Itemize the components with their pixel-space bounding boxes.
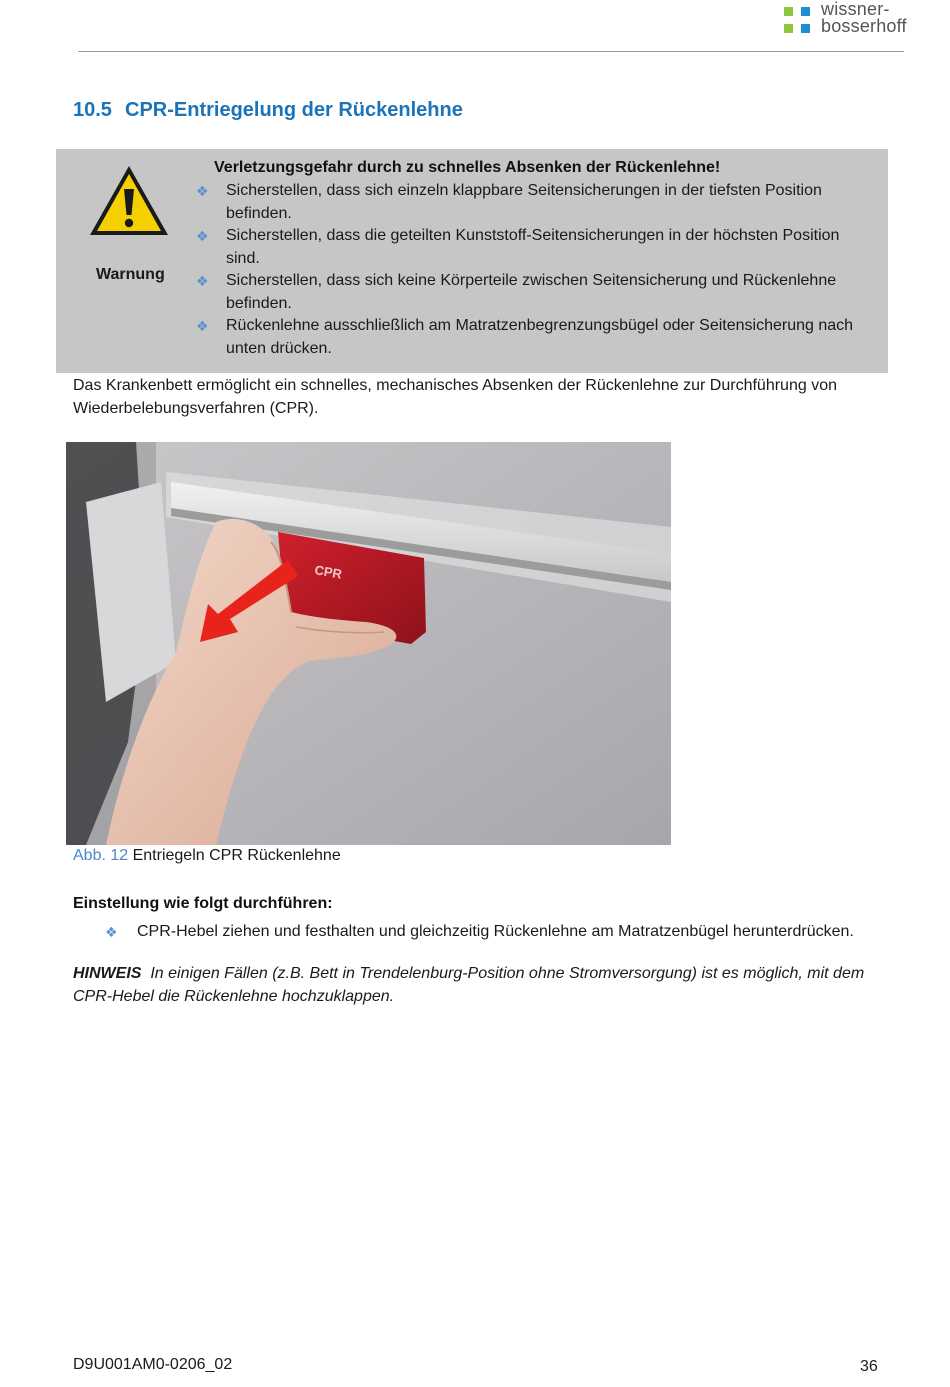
figure-caption xyxy=(73,847,341,865)
header-divider xyxy=(78,51,904,52)
warning-item-text: Sicherstellen, dass sich einzeln klappbare Seitensicherungen in der tiefsten Position befinden. xyxy=(226,182,822,222)
procedure-step xyxy=(105,922,854,942)
section-title: CPR-Entriegelung der Rückenlehne xyxy=(125,99,463,121)
warning-item xyxy=(196,180,866,225)
procedure-heading: Einstellung wie folgt durchführen: xyxy=(73,895,333,912)
figure-caption-text: Entriegeln CPR Rückenlehne xyxy=(132,847,341,864)
figure-caption-label: Abb. 12 xyxy=(73,847,129,864)
warning-box xyxy=(56,149,888,373)
logo-square-blue xyxy=(801,7,810,16)
warning-item xyxy=(196,225,866,270)
warning-list xyxy=(196,180,866,360)
cpr-handle-text: CPR xyxy=(313,562,344,582)
section-heading xyxy=(73,99,463,122)
logo-square-green xyxy=(784,24,793,33)
intro-paragraph: Das Krankenbett ermöglicht ein schnelles, mechanisches Absenken der Rückenlehne zur Durchführung von Wiederbelebungsverfahren (CPR). xyxy=(73,377,837,417)
warning-label: Warnung xyxy=(96,266,165,283)
warning-title: Verletzungsgefahr durch zu schnelles Absenken der Rückenlehne! xyxy=(214,159,721,176)
logo-square-blue xyxy=(801,24,810,33)
footer-document-id: D9U001AM0-0206_02 xyxy=(73,1356,233,1373)
bullet-diamond-icon: ❖ xyxy=(196,273,209,289)
warning-item-text: Sicherstellen, dass die geteilten Kunststoff-Seitensicherungen in der höchsten Position sind. xyxy=(226,227,840,267)
logo-square-green xyxy=(784,7,793,16)
logo-text-line2: bosserhoff xyxy=(821,16,907,36)
company-logo xyxy=(784,2,914,36)
bullet-diamond-icon: ❖ xyxy=(105,924,118,940)
footer-page-number: 36 xyxy=(860,1358,878,1375)
hint-note xyxy=(73,962,873,1008)
bullet-diamond-icon: ❖ xyxy=(196,183,209,199)
hint-text: In einigen Fällen (z.B. Bett in Trendelenburg-Position ohne Stromversorgung) ist es möglich, mit dem CPR-Hebel die Rückenlehne hochzuklappen. xyxy=(73,965,865,1005)
figure-photo xyxy=(66,442,671,845)
warning-item-text: Sicherstellen, dass sich keine Körperteile zwischen Seitensicherung und Rückenlehne befinden. xyxy=(226,272,837,312)
warning-item xyxy=(196,315,866,360)
bullet-diamond-icon: ❖ xyxy=(196,318,209,334)
photo-illustration xyxy=(66,442,671,845)
warning-triangle-icon xyxy=(87,163,171,239)
procedure-step-text: CPR-Hebel ziehen und festhalten und gleichzeitig Rückenlehne am Matratzenbügel herunterdrücken. xyxy=(137,923,854,940)
warning-item xyxy=(196,270,866,315)
hint-keyword: HINWEIS xyxy=(73,965,142,982)
logo-text-line1: wissner- xyxy=(821,0,890,19)
warning-item-text: Rückenlehne ausschließlich am Matratzenbegrenzungsbügel oder Seitensicherung nach unten drücken. xyxy=(226,317,854,357)
section-number: 10.5 xyxy=(73,99,112,121)
bullet-diamond-icon: ❖ xyxy=(196,228,209,244)
